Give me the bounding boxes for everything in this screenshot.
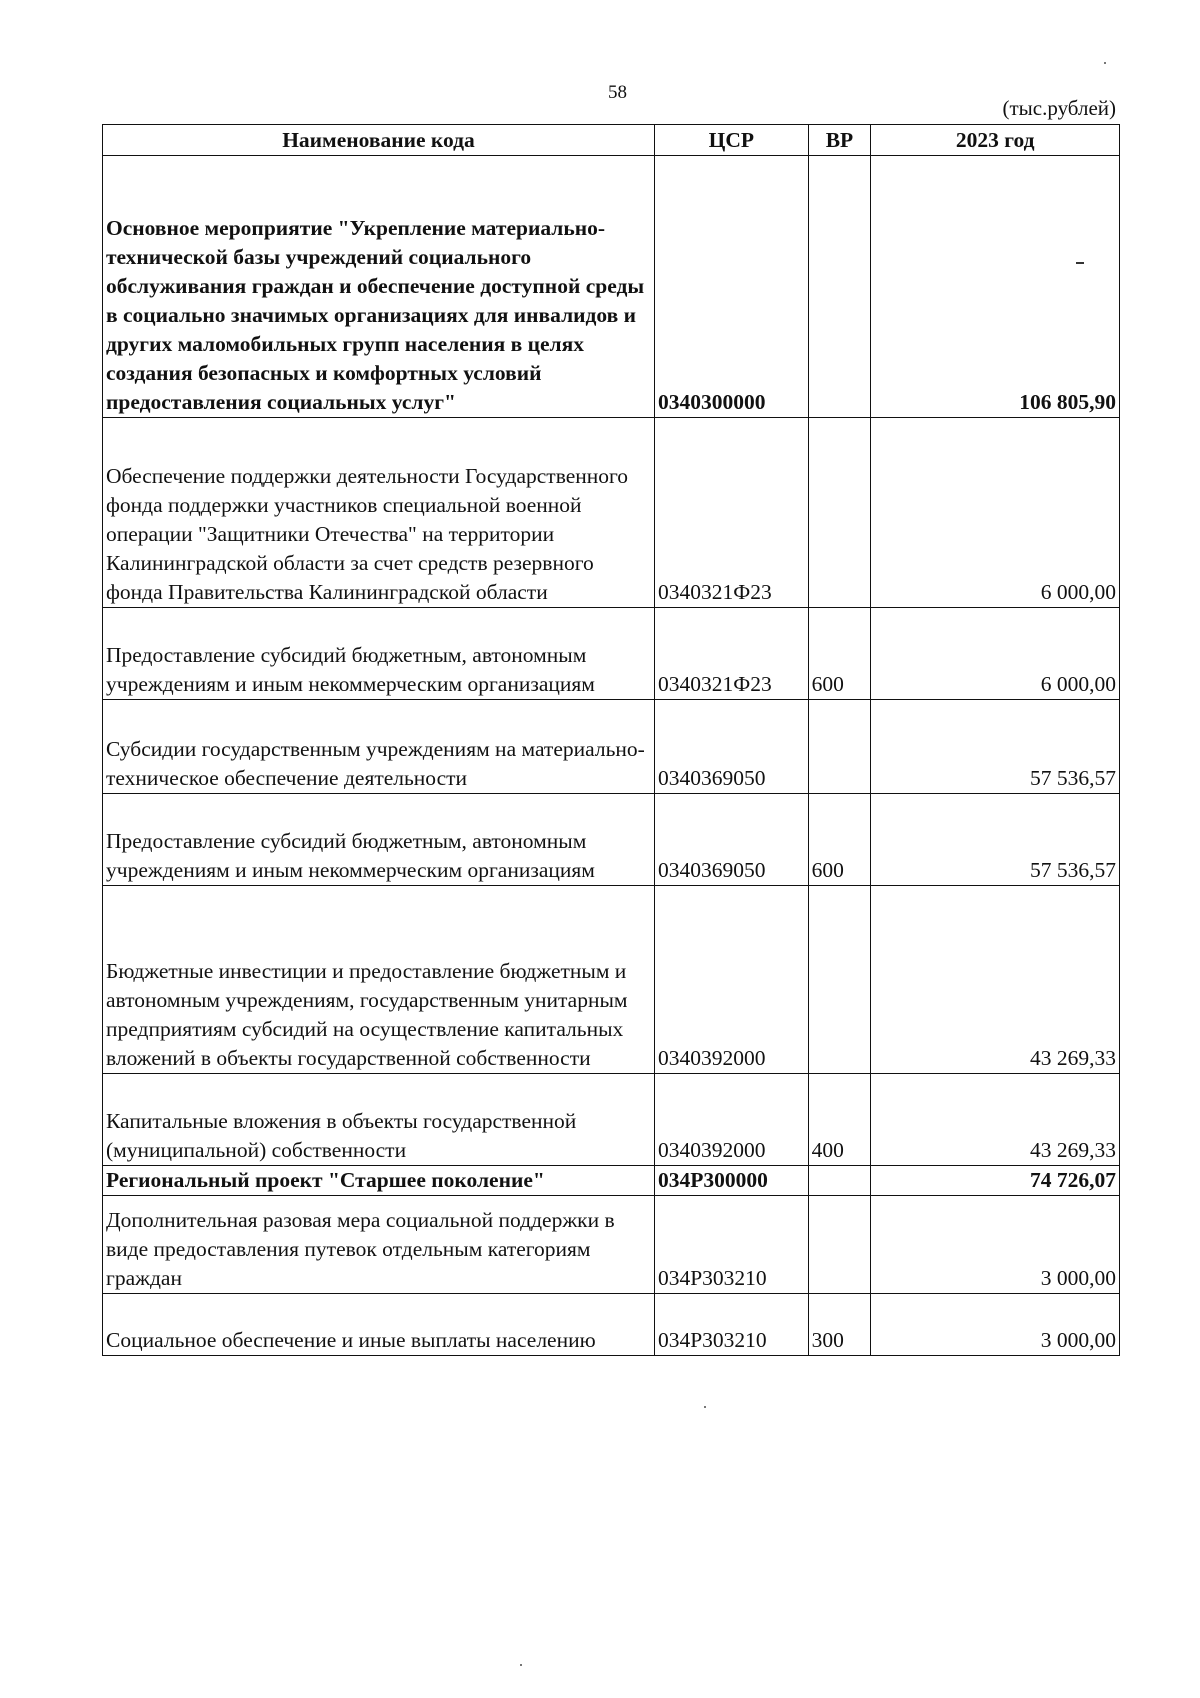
row-csr: 034P303210: [654, 1294, 808, 1356]
header-name: Наименование кода: [103, 125, 655, 156]
row-vr: [808, 886, 871, 1074]
row-name: Предоставление субсидий бюджетным, автономным учреждениям и иным некоммерческим организациям: [103, 608, 655, 700]
table-row: [103, 1074, 1120, 1166]
row-sum: 3 000,00: [871, 1294, 1120, 1356]
row-sum: 6 000,00: [871, 608, 1120, 700]
row-name: Обеспечение поддержки деятельности Государственного фонда поддержки участников специальной военной операции "Защитники Отечества" на территории Калининградской области за счет средств резервного фонда Правительства Калининградской области: [103, 418, 655, 608]
row-vr: [808, 700, 871, 794]
header-sum: 2023 год: [871, 125, 1120, 156]
scan-speck: [520, 1664, 522, 1666]
row-sum: 74 726,07: [871, 1166, 1120, 1196]
row-csr: 0340321Ф23: [654, 418, 808, 608]
row-sum: 106 805,90: [871, 156, 1120, 418]
row-name: Социальное обеспечение и иные выплаты населению: [103, 1294, 655, 1356]
row-sum: 57 536,57: [871, 700, 1120, 794]
row-name: Субсидии государственным учреждениям на материально-техническое обеспечение деятельности: [103, 700, 655, 794]
table-header-row: [103, 125, 1120, 156]
table-row: [103, 1196, 1120, 1294]
row-sum: 43 269,33: [871, 1074, 1120, 1166]
row-vr: [808, 1166, 871, 1196]
row-vr: 400: [808, 1074, 871, 1166]
table-row: [103, 156, 1120, 418]
row-vr: 300: [808, 1294, 871, 1356]
row-vr: [808, 1196, 871, 1294]
budget-table: [102, 124, 1120, 1356]
row-name: Дополнительная разовая мера социальной поддержки в виде предоставления путевок отдельным категориям граждан: [103, 1196, 655, 1294]
header-csr: ЦСР: [654, 125, 808, 156]
table-row: [103, 700, 1120, 794]
scan-speck: [704, 1406, 706, 1408]
scan-speck: [1104, 62, 1106, 64]
row-vr: 600: [808, 794, 871, 886]
row-name: Капитальные вложения в объекты государственной (муниципальной) собственности: [103, 1074, 655, 1166]
row-csr: 0340369050: [654, 700, 808, 794]
units-label: (тыс.рублей): [1002, 96, 1116, 120]
row-csr: 0340321Ф23: [654, 608, 808, 700]
row-sum: 6 000,00: [871, 418, 1120, 608]
table-row: [103, 1294, 1120, 1356]
row-sum: 57 536,57: [871, 794, 1120, 886]
table-row: [103, 418, 1120, 608]
row-sum: 43 269,33: [871, 886, 1120, 1074]
row-vr: 600: [808, 608, 871, 700]
row-csr: 034P300000: [654, 1166, 808, 1196]
row-name: Региональный проект "Старшее поколение": [103, 1166, 655, 1196]
row-csr: 0340392000: [654, 886, 808, 1074]
table-row: [103, 608, 1120, 700]
header-vr: ВР: [808, 125, 871, 156]
row-csr: 0340300000: [654, 156, 808, 418]
page-number: 58: [608, 82, 627, 103]
row-csr: 0340392000: [654, 1074, 808, 1166]
row-name: Предоставление субсидий бюджетным, автономным учреждениям и иным некоммерческим организациям: [103, 794, 655, 886]
row-vr: [808, 156, 871, 418]
table-row: [103, 794, 1120, 886]
row-name: Бюджетные инвестиции и предоставление бюджетным и автономным учреждениям, государственным унитарным предприятиям субсидий на осуществление капитальных вложений в объекты государственной собственности: [103, 886, 655, 1074]
row-sum: 3 000,00: [871, 1196, 1120, 1294]
table-row: [103, 1166, 1120, 1196]
row-csr: 034P303210: [654, 1196, 808, 1294]
scan-dash-mark: [1076, 262, 1084, 264]
row-name: Основное мероприятие "Укрепление материально-технической базы учреждений социального обслуживания граждан и обеспечение доступной среды в социально значимых организациях для инвалидов и других маломобильных групп населения в целях создания безопасных и комфортных условий предоставления социальных услуг": [103, 156, 655, 418]
row-csr: 0340369050: [654, 794, 808, 886]
row-vr: [808, 418, 871, 608]
table-row: [103, 886, 1120, 1074]
